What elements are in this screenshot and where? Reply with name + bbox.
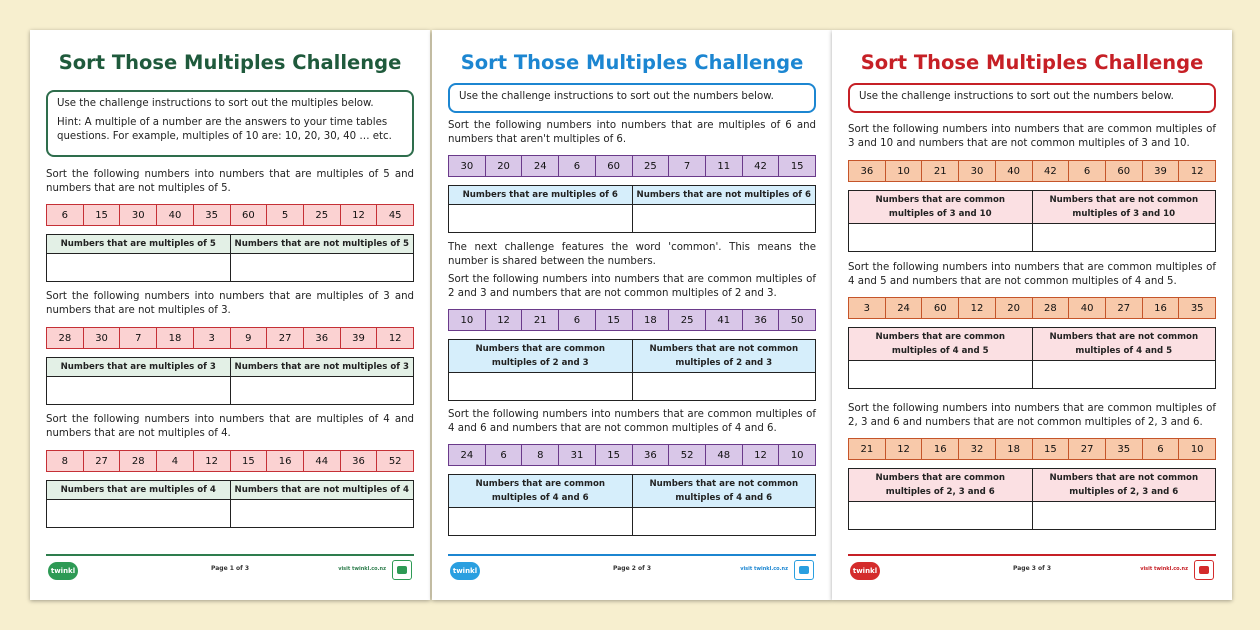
site-link[interactable]: visit twinkl.co.nz [338,566,386,572]
page-footer [848,554,1216,590]
column-header: Numbers that are not multiples of 3 [230,358,414,377]
number-cell: 60 [921,298,958,318]
instructions-box [448,83,816,113]
section-instruction: Sort the following numbers into numbers that are multiples of 3 and numbers that are not multiples of 3. [46,291,414,316]
section-instruction: Sort the following numbers into numbers that are common multiples of 2, 3 and 6 and numbers that are not common multiples of 2, 3 and 6. [848,403,1216,428]
twinkl-logo: twinkl [850,562,880,580]
column-header: Numbers that are common multiples of 2, 3 and 6 [849,469,1033,502]
number-cell: 21 [849,439,885,459]
answer-cell[interactable] [849,502,1033,530]
number-cell: 18 [632,310,669,330]
page-title: Sort Those Multiples Challenge [460,51,804,74]
number-cell: 16 [921,439,958,459]
hint-text: Hint: A multiple of a number are the answers to your time tables questions. For example, multiples of 10 are: 10, 20, 30, 40 … etc. [57,117,392,142]
answer-cell[interactable] [449,205,633,233]
column-header: Numbers that are not common multiples of 4 and 5 [1032,328,1216,361]
answer-cell[interactable] [230,377,414,405]
number-cell: 52 [376,451,413,471]
number-cell: 42 [742,156,779,176]
number-cell: 6 [47,205,83,225]
answer-cell[interactable] [632,205,816,233]
number-strip [848,438,1216,460]
number-strip [848,160,1216,182]
answer-cell[interactable] [47,500,231,528]
number-cell: 35 [193,205,230,225]
page-number: Page 2 of 3 [613,565,651,572]
number-cell: 42 [1032,161,1069,181]
answer-cell[interactable] [230,254,414,282]
column-header: Numbers that are multiples of 5 [47,235,231,254]
sorting-table [848,327,1216,389]
instructions-text: Use the challenge instructions to sort out the numbers below. [859,91,1174,102]
number-cell: 15 [778,156,815,176]
column-header: Numbers that are multiples of 6 [449,186,633,205]
number-cell: 10 [1178,439,1215,459]
number-cell: 48 [705,445,742,465]
number-cell: 30 [449,156,485,176]
number-strip [46,327,414,349]
number-strip [448,309,816,331]
number-cell: 7 [668,156,705,176]
number-cell: 28 [119,451,156,471]
column-header: Numbers that are common multiples of 2 and 3 [449,340,633,373]
number-cell: 16 [266,451,303,471]
number-cell: 50 [778,310,815,330]
column-header: Numbers that are not multiples of 4 [230,481,414,500]
number-strip [448,155,816,177]
number-cell: 10 [778,445,815,465]
number-cell: 4 [156,451,193,471]
instructions-text: Use the challenge instructions to sort out the multiples below. [57,98,374,109]
number-cell: 21 [521,310,558,330]
number-cell: 40 [156,205,193,225]
section-instruction: Sort the following numbers into numbers that are multiples of 4 and numbers that are not multiples of 4. [46,414,414,439]
number-cell: 6 [1068,161,1105,181]
number-cell: 15 [83,205,120,225]
number-cell: 40 [1068,298,1105,318]
number-cell: 30 [83,328,120,348]
number-cell: 36 [340,451,377,471]
number-cell: 15 [595,310,632,330]
number-cell: 36 [742,310,779,330]
number-cell: 8 [47,451,83,471]
number-strip [448,444,816,466]
number-cell: 60 [595,156,632,176]
column-header: Numbers that are not common multiples of 2, 3 and 6 [1032,469,1216,502]
column-header: Numbers that are not multiples of 6 [632,186,816,205]
number-strip [46,204,414,226]
number-cell: 12 [742,445,779,465]
number-cell: 16 [1142,298,1179,318]
number-cell: 35 [1178,298,1215,318]
number-cell: 12 [340,205,377,225]
number-cell: 25 [632,156,669,176]
number-cell: 24 [521,156,558,176]
number-cell: 3 [193,328,230,348]
number-cell: 39 [340,328,377,348]
page-footer [46,554,414,590]
answer-cell[interactable] [230,500,414,528]
number-cell: 32 [958,439,995,459]
number-cell: 10 [449,310,485,330]
number-cell: 31 [558,445,595,465]
number-cell: 8 [521,445,558,465]
answer-cell[interactable] [632,508,816,536]
number-cell: 20 [485,156,522,176]
number-cell: 36 [632,445,669,465]
worksheet-page-1 [30,30,430,600]
number-cell: 20 [995,298,1032,318]
curriculum-badge-icon [794,560,814,580]
number-cell: 25 [303,205,340,225]
sorting-table [46,480,414,528]
page-title: Sort Those Multiples Challenge [58,51,402,74]
curriculum-badge-icon [1194,560,1214,580]
page-footer [448,554,816,590]
number-cell: 60 [230,205,267,225]
answer-cell[interactable] [1032,361,1216,389]
number-cell: 35 [1105,439,1142,459]
answer-cell[interactable] [449,373,633,401]
twinkl-logo: twinkl [450,562,480,580]
instructions-text: Use the challenge instructions to sort out the numbers below. [459,91,774,102]
number-cell: 12 [485,310,522,330]
number-cell: 10 [885,161,922,181]
column-header: Numbers that are common multiples of 4 and 6 [449,475,633,508]
column-header: Numbers that are common multiples of 4 and 5 [849,328,1033,361]
answer-cell[interactable] [449,508,633,536]
sorting-table [848,190,1216,252]
number-cell: 25 [668,310,705,330]
number-cell: 30 [958,161,995,181]
number-cell: 24 [885,298,922,318]
number-cell: 27 [266,328,303,348]
number-cell: 12 [885,439,922,459]
twinkl-logo: twinkl [48,562,78,580]
number-cell: 40 [995,161,1032,181]
answer-cell[interactable] [47,254,231,282]
section-instruction: Sort the following numbers into numbers that are multiples of 6 and numbers that aren't multiples of 6. [448,120,816,145]
number-cell: 27 [83,451,120,471]
page-number: Page 1 of 3 [211,565,249,572]
number-cell: 52 [668,445,705,465]
number-cell: 11 [705,156,742,176]
number-cell: 28 [1032,298,1069,318]
number-cell: 6 [485,445,522,465]
number-cell: 27 [1068,439,1105,459]
sorting-table [848,468,1216,530]
number-cell: 45 [376,205,413,225]
number-cell: 28 [47,328,83,348]
worksheet-page-3 [832,30,1232,600]
answer-cell[interactable] [47,377,231,405]
number-cell: 30 [119,205,156,225]
answer-cell[interactable] [849,361,1033,389]
number-cell: 3 [849,298,885,318]
number-cell: 18 [995,439,1032,459]
number-cell: 18 [156,328,193,348]
number-cell: 21 [921,161,958,181]
number-cell: 39 [1142,161,1179,181]
number-cell: 9 [230,328,267,348]
column-header: Numbers that are not multiples of 5 [230,235,414,254]
number-cell: 5 [266,205,303,225]
number-strip [46,450,414,472]
section-instruction: Sort the following numbers into numbers that are common multiples of 4 and 6 and numbers that are not common multiples of 4 and 6. [448,409,816,434]
common-note: The next challenge features the word 'common'. This means the number is shared between the numbers. [448,242,816,267]
number-cell: 6 [1142,439,1179,459]
answer-cell[interactable] [1032,224,1216,252]
number-cell: 12 [1178,161,1215,181]
number-cell: 60 [1105,161,1142,181]
section-instruction: Sort the following numbers into numbers that are common multiples of 2 and 3 and numbers that are not common multiples of 2 and 3. [448,274,816,299]
column-header: Numbers that are not common multiples of 2 and 3 [632,340,816,373]
answer-cell[interactable] [632,373,816,401]
column-header: Numbers that are not common multiples of 3 and 10 [1032,191,1216,224]
instructions-box [848,83,1216,113]
number-cell: 36 [303,328,340,348]
sorting-table [448,339,816,401]
column-header: Numbers that are not common multiples of 4 and 6 [632,475,816,508]
number-cell: 15 [230,451,267,471]
answer-cell[interactable] [849,224,1033,252]
instructions-box [46,90,414,157]
site-link[interactable]: visit twinkl.co.nz [1140,566,1188,572]
number-cell: 15 [595,445,632,465]
sorting-table [448,185,816,233]
number-cell: 24 [449,445,485,465]
sorting-table [46,234,414,282]
sorting-table [448,474,816,536]
number-cell: 27 [1105,298,1142,318]
number-cell: 36 [849,161,885,181]
number-cell: 41 [705,310,742,330]
section-instruction: Sort the following numbers into numbers that are common multiples of 3 and 10 and numbers that are not common multiples of 3 and 10. [848,124,1216,149]
curriculum-badge-icon [392,560,412,580]
section-instruction: Sort the following numbers into numbers that are common multiples of 4 and 5 and numbers that are not common multiples of 4 and 5. [848,262,1216,287]
column-header: Numbers that are common multiples of 3 and 10 [849,191,1033,224]
number-cell: 7 [119,328,156,348]
number-cell: 44 [303,451,340,471]
number-cell: 6 [558,310,595,330]
section-instruction: Sort the following numbers into numbers that are multiples of 5 and numbers that are not multiples of 5. [46,169,414,194]
number-cell: 15 [1032,439,1069,459]
page-number: Page 3 of 3 [1013,565,1051,572]
worksheet-page-2 [432,30,832,600]
page-title: Sort Those Multiples Challenge [860,51,1204,74]
column-header: Numbers that are multiples of 4 [47,481,231,500]
number-cell: 6 [558,156,595,176]
number-strip [848,297,1216,319]
site-link[interactable]: visit twinkl.co.nz [740,566,788,572]
number-cell: 12 [193,451,230,471]
number-cell: 12 [958,298,995,318]
answer-cell[interactable] [1032,502,1216,530]
sorting-table [46,357,414,405]
column-header: Numbers that are multiples of 3 [47,358,231,377]
number-cell: 12 [376,328,413,348]
